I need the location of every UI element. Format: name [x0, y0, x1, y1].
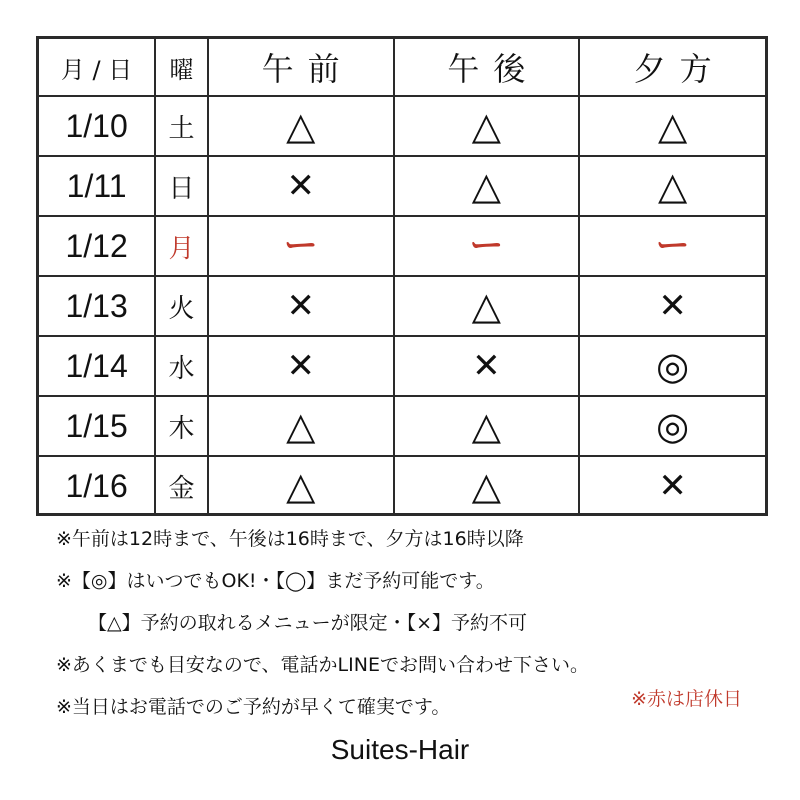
morning-status-cell	[209, 157, 395, 215]
morning-status-cell	[209, 337, 395, 395]
status-mark: ◎	[656, 344, 690, 388]
evening-status-cell	[580, 397, 765, 455]
afternoon-status-cell	[395, 397, 581, 455]
status-mark: △	[286, 464, 316, 508]
date-cell: 1/14	[39, 337, 156, 395]
schedule-table	[36, 36, 768, 516]
status-mark: △	[286, 404, 316, 448]
status-mark: ー	[283, 226, 318, 266]
weekday-cell: 日	[156, 157, 209, 215]
note-line: ※当日はお電話でのご予約が早くて確実です。	[56, 696, 451, 718]
note-line: 【△】予約の取れるメニューが限定・【×】予約不可	[88, 612, 528, 634]
status-mark: △	[471, 164, 502, 208]
status-mark: △	[471, 284, 502, 328]
afternoon-status-cell	[395, 337, 581, 395]
date-cell: 1/13	[39, 277, 156, 335]
date-cell: 1/12	[39, 217, 156, 275]
table-row	[39, 97, 765, 157]
status-mark: △	[471, 404, 502, 448]
morning-status-cell	[209, 217, 395, 275]
status-mark: △	[286, 104, 316, 148]
status-mark: ✕	[658, 286, 687, 326]
evening-status-cell	[580, 337, 765, 395]
morning-status-cell	[209, 97, 395, 155]
status-mark: ✕	[472, 346, 501, 386]
afternoon-status-cell	[395, 277, 581, 335]
table-row	[39, 457, 765, 515]
status-mark: ✕	[286, 286, 315, 326]
evening-status-cell	[580, 97, 765, 155]
status-mark: ◎	[656, 404, 690, 448]
afternoon-status-cell	[395, 217, 581, 275]
status-mark: △	[658, 104, 688, 148]
salon-name: Suites-Hair	[330, 734, 470, 765]
status-mark: △	[471, 104, 502, 148]
afternoon-status-cell	[395, 457, 581, 515]
afternoon-status-cell	[395, 157, 581, 215]
status-mark: △	[658, 164, 688, 208]
weekday-cell: 水	[156, 337, 209, 395]
table-header-row	[39, 39, 765, 97]
header-afternoon: 午後	[395, 39, 581, 95]
afternoon-status-cell	[395, 97, 581, 155]
header-date: 月 / 日	[39, 39, 156, 95]
status-mark: △	[471, 464, 502, 508]
weekday-cell: 火	[156, 277, 209, 335]
morning-status-cell	[209, 457, 395, 515]
table-row	[39, 277, 765, 337]
weekday-cell: 金	[156, 457, 209, 515]
header-evening: 夕方	[633, 50, 726, 88]
note-line: ※あくまでも目安なので、電話かLINEでお問い合わせ下さい。	[56, 654, 589, 676]
evening-status-cell	[580, 157, 765, 215]
header-morning: 午前	[209, 39, 395, 95]
status-mark: ✕	[286, 346, 315, 386]
evening-status-cell	[580, 457, 765, 515]
note-line: ※午前は12時まで、午後は16時まで、夕方は16時以降	[56, 528, 524, 550]
header-dow: 曜	[156, 39, 209, 95]
table-row	[39, 157, 765, 217]
date-cell: 1/15	[39, 397, 156, 455]
date-cell: 1/16	[39, 457, 156, 515]
note-line: ※【◎】はいつでもOK!・【◯】まだ予約可能です。	[56, 570, 495, 592]
table-row	[39, 217, 765, 277]
status-mark: ー	[655, 226, 690, 266]
table-row	[39, 397, 765, 457]
weekday-cell: 土	[156, 97, 209, 155]
weekday-cell: 木	[156, 397, 209, 455]
status-mark: ー	[469, 226, 504, 266]
status-mark: ✕	[286, 166, 315, 206]
morning-status-cell	[209, 277, 395, 335]
status-mark: ✕	[658, 466, 687, 506]
evening-status-cell	[580, 217, 765, 275]
date-cell: 1/11	[39, 157, 156, 215]
table-row	[39, 337, 765, 397]
evening-status-cell	[580, 277, 765, 335]
morning-status-cell	[209, 397, 395, 455]
closed-day-note: ※赤は店休日	[631, 688, 742, 710]
weekday-cell: 月	[156, 217, 209, 275]
date-cell: 1/10	[39, 97, 156, 155]
